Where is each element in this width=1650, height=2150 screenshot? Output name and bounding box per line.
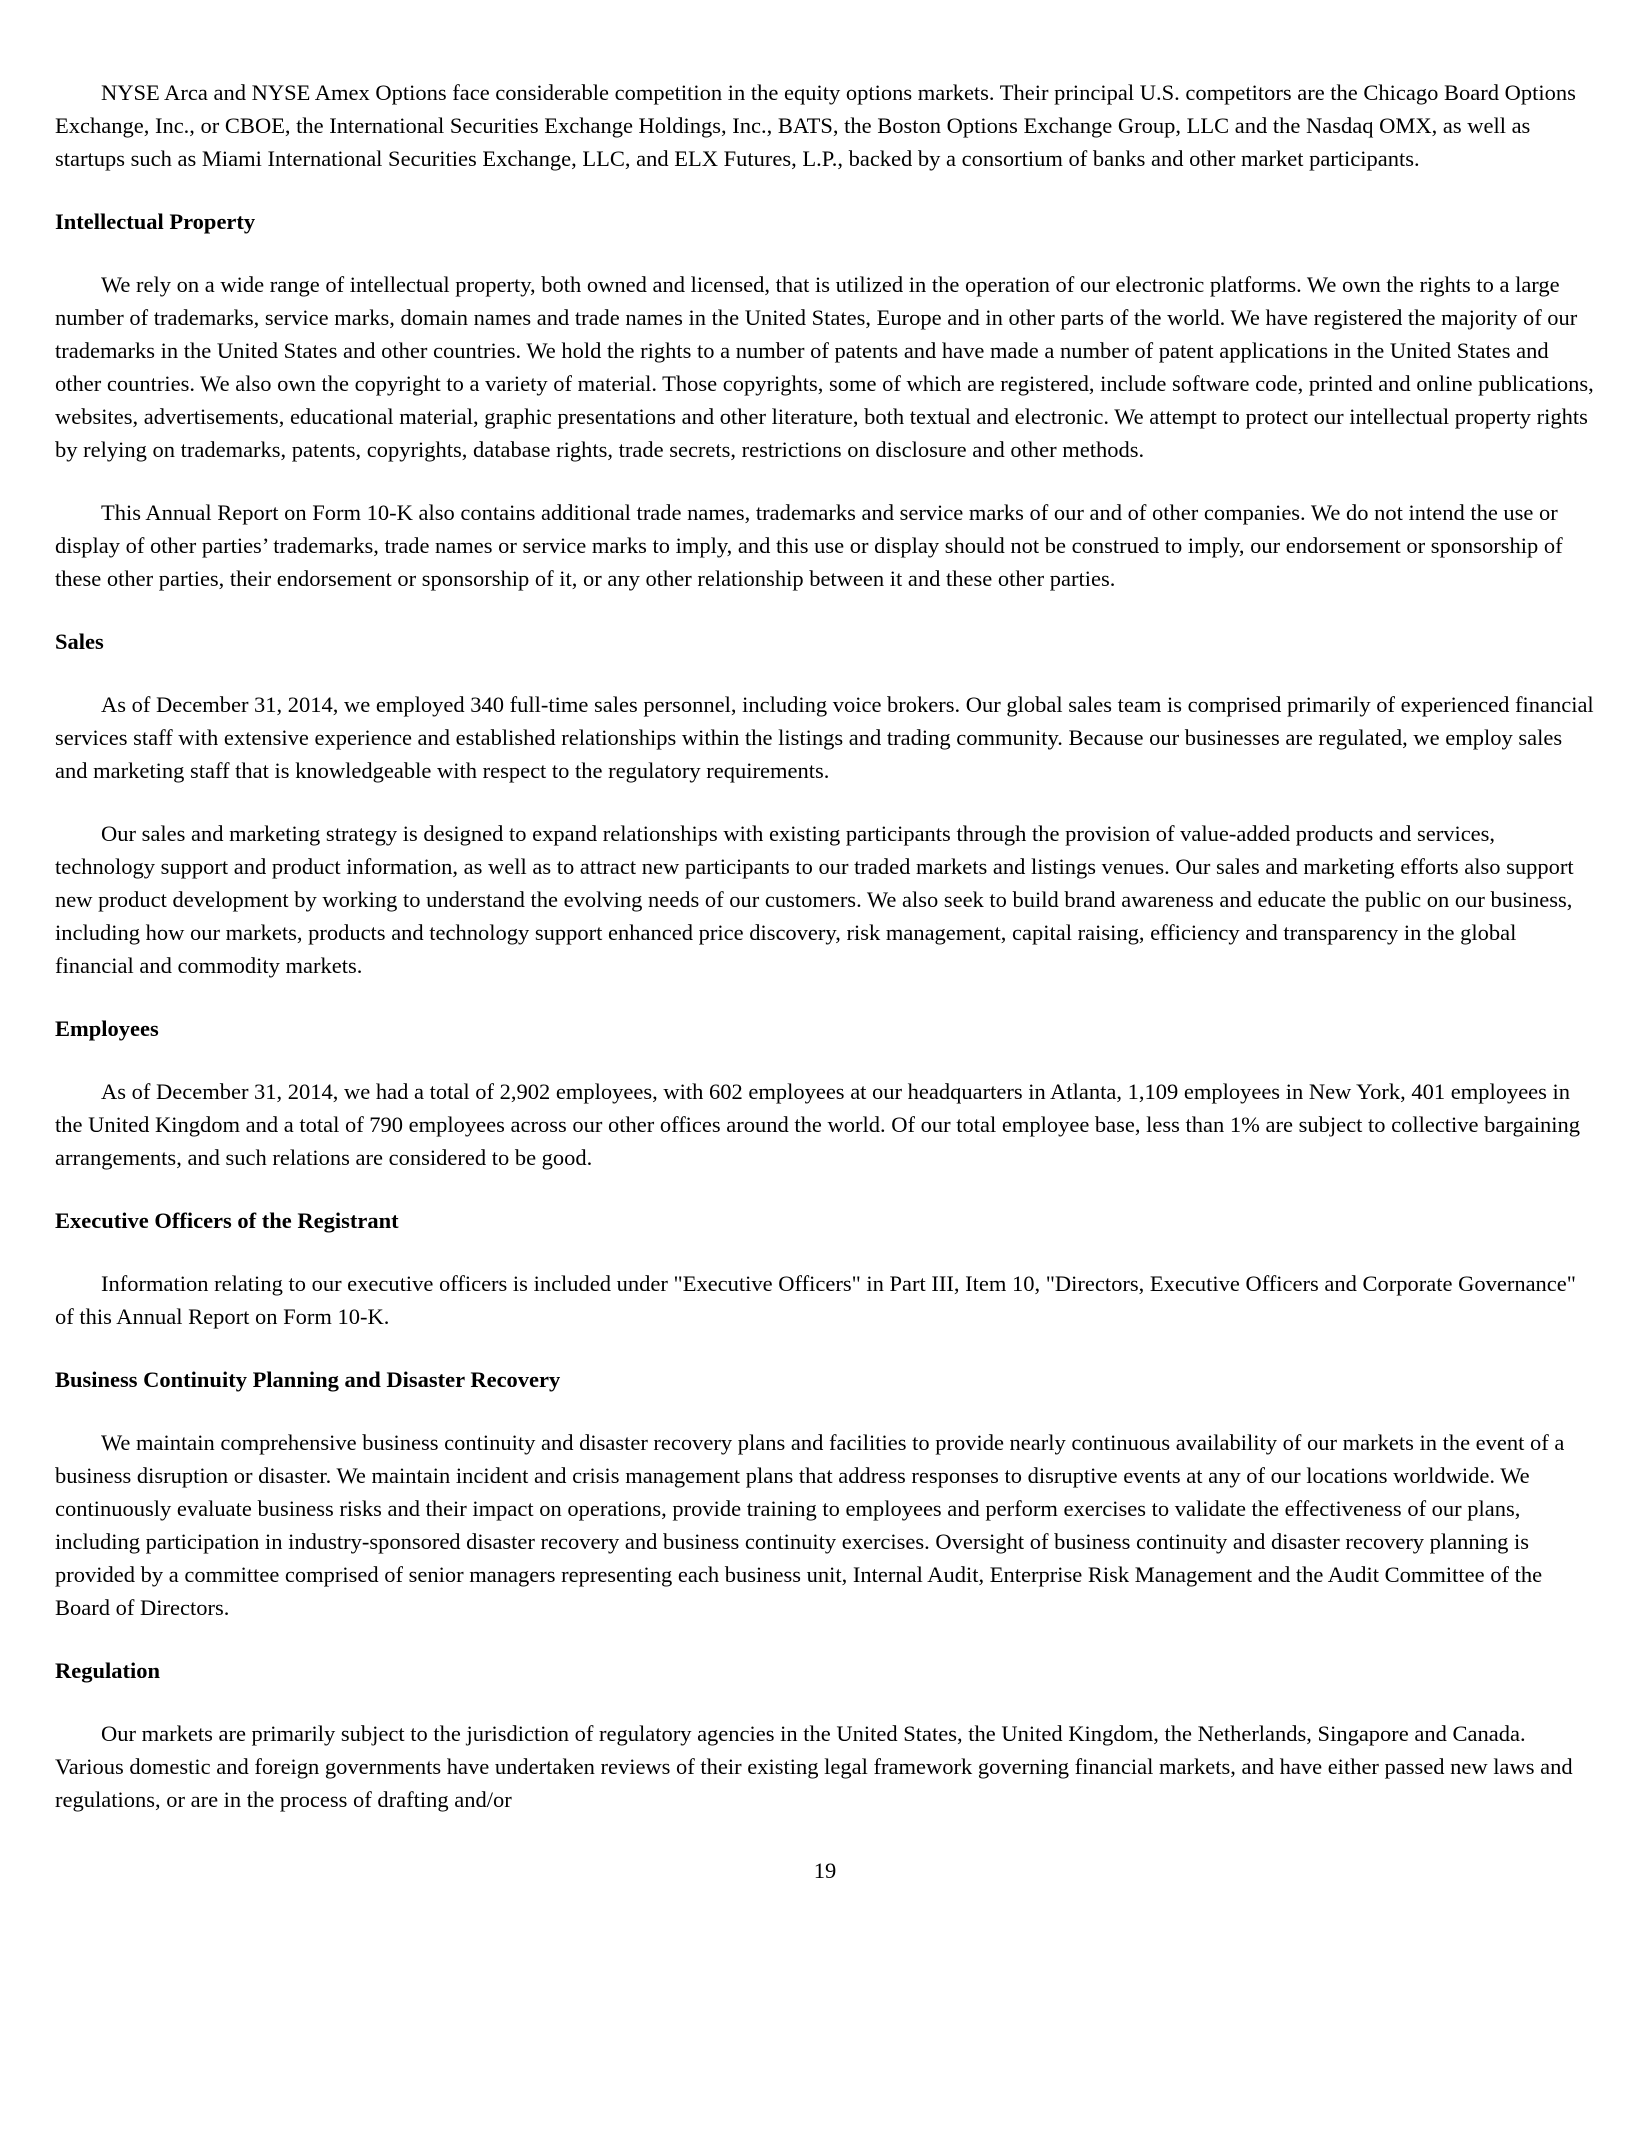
page-number: 19 xyxy=(813,1858,837,1883)
heading-regulation: Regulation xyxy=(55,1658,161,1683)
paragraph-intellectual-property: We rely on a wide range of intellectual property, both owned and licensed, that is utilized in the operation of our electronic platforms. We own the rights to a large number of trademarks, service marks, domain names and trade names in the United States, Europe and in other parts of the world. We have registered the majority of our trademarks in the United States and other countries. We hold the rights to a number of patents and have made a number of patent applications in the United States and other countries. We also own the copyright to a variety of material. Those copyrights, some of which are registered, include software code, printed and online publications, websites, advertisements, educational material, graphic presentations and other literature, both textual and electronic. We attempt to protect our intellectual property rights by relying on trademarks, patents, copyrights, database rights, trade secrets, restrictions on disclosure and other methods. xyxy=(55,272,1594,462)
paragraph-employees: As of December 31, 2014, we had a total of 2,902 employees, with 602 employees at our headquarters in Atlanta, 1,109 employees in New York, 401 employees in the United Kingdom and a total of 790 employees across our other offices around the world. Of our total employee base, less than 1% are subject to collective bargaining arrangements, and such relations are considered to be good. xyxy=(55,1079,1580,1170)
paragraph-options-competition: NYSE Arca and NYSE Amex Options face considerable competition in the equity options markets. Their principal U.S. competitors are the Chicago Board Options Exchange, Inc., or CBOE, the International Securities Exchange Holdings, Inc., BATS, the Boston Options Exchange Group, LLC and the Nasdaq OMX, as well as startups such as Miami International Securities Exchange, LLC, and ELX Futures, L.P., backed by a consortium of banks and other market participants. xyxy=(55,80,1576,171)
heading-business-continuity: Business Continuity Planning and Disaster Recovery xyxy=(55,1367,561,1392)
paragraph-executive-officers: Information relating to our executive officers is included under "Executive Officers" in Part III, Item 10, "Directors, Executive Officers and Corporate Governance" of this Annual Report on Form 10-K. xyxy=(55,1271,1576,1329)
paragraph-sales-strategy: Our sales and marketing strategy is designed to expand relationships with existing participants through the provision of value-added products and services, technology support and product information, as well as to attract new participants to our traded markets and listings venues. Our sales and marketing efforts also support new product development by working to understand the evolving needs of our customers. We also seek to build brand awareness and educate the public on our business, including how our markets, products and technology support enhanced price discovery, risk management, capital raising, efficiency and transparency in the global financial and commodity markets. xyxy=(55,821,1574,978)
heading-employees: Employees xyxy=(55,1016,159,1041)
heading-executive-officers: Executive Officers of the Registrant xyxy=(55,1208,399,1233)
paragraph-business-continuity: We maintain comprehensive business continuity and disaster recovery plans and facilities to provide nearly continuous availability of our markets in the event of a business disruption or disaster. We maintain incident and crisis management plans that address responses to disruptive events at any of our locations worldwide. We continuously evaluate business risks and their impact on operations, provide training to employees and perform exercises to validate the effectiveness of our plans, including participation in industry-sponsored disaster recovery and business continuity exercises. Oversight of business continuity and disaster recovery planning is provided by a committee comprised of senior managers representing each business unit, Internal Audit, Enterprise Risk Management and the Audit Committee of the Board of Directors. xyxy=(55,1430,1565,1620)
paragraph-sales-personnel: As of December 31, 2014, we employed 340 full-time sales personnel, including voice brokers. Our global sales team is comprised primarily of experienced financial services staff with extensive experience and established relationships within the listings and trading community. Because our businesses are regulated, we employ sales and marketing staff that is knowledgeable with respect to the regulatory requirements. xyxy=(55,692,1594,783)
paragraph-trade-names-disclaimer: This Annual Report on Form 10-K also contains additional trade names, trademarks and service marks of our and of other companies. We do not intend the use or display of other parties’ trademarks, trade names or service marks to imply, and this use or display should not be construed to imply, our endorsement or sponsorship of these other parties, their endorsement or sponsorship of it, or any other relationship between it and these other parties. xyxy=(55,500,1563,591)
paragraph-regulation: Our markets are primarily subject to the jurisdiction of regulatory agencies in the United States, the United Kingdom, the Netherlands, Singapore and Canada. Various domestic and foreign governments have undertaken reviews of their existing legal framework governing financial markets, and have either passed new laws and regulations, or are in the process of drafting and/or xyxy=(55,1721,1573,1812)
heading-sales: Sales xyxy=(55,629,104,654)
heading-intellectual-property: Intellectual Property xyxy=(55,209,256,234)
